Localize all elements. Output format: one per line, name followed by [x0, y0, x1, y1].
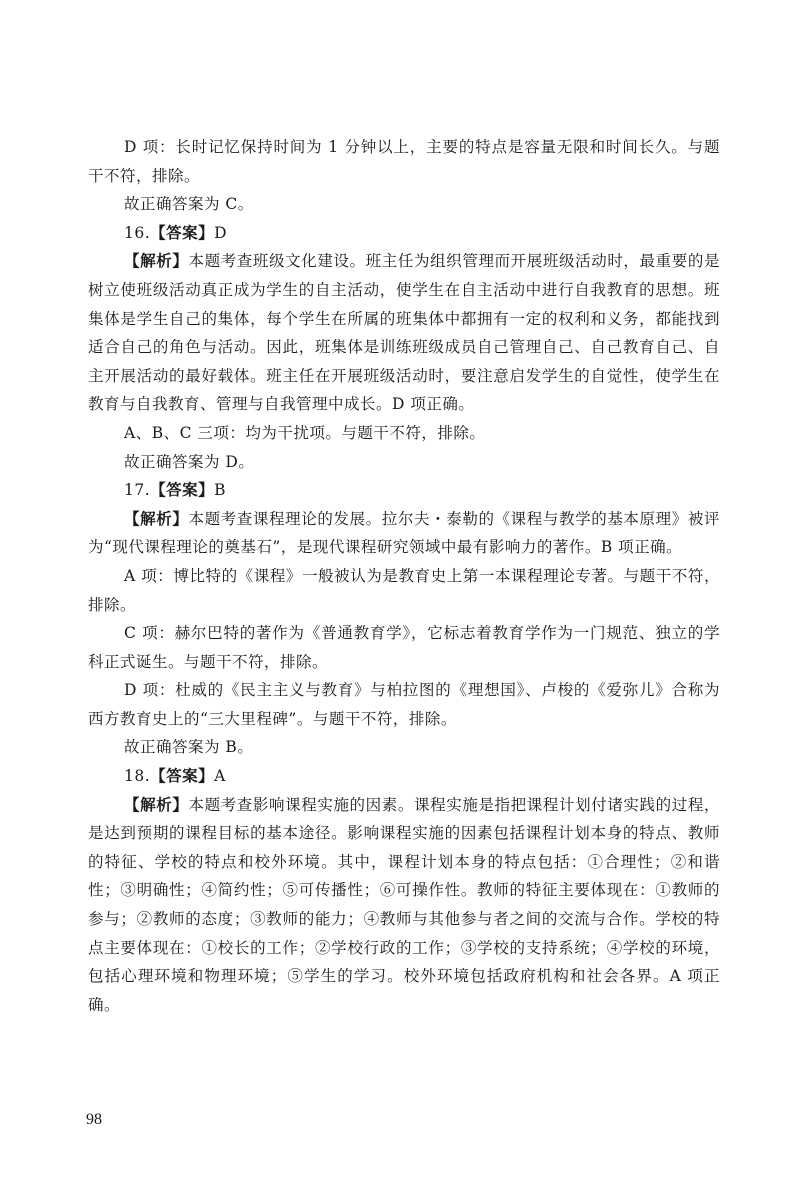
- paragraph-text: D 项：杜威的《民主主义与教育》与柏拉图的《理想国》、卢梭的《爱弥儿》合称为西方教育史上的“三大里程碑”。与题干不符，排除。: [88, 681, 720, 728]
- paragraph-text: A、B、C 三项：均为干扰项。与题干不符，排除。: [124, 423, 486, 442]
- paragraph-text: 故正确答案为 C。: [124, 195, 254, 214]
- paragraph: [88, 419, 720, 448]
- paragraph-text: 故正确答案为 D。: [124, 452, 255, 471]
- paragraph: [88, 562, 720, 619]
- paragraph-text: 本题考查班级文化建设。班主任为组织管理而开展班级活动时，最重要的是树立使班级活动真正成为学生的自主活动，使学生在自主活动中进行自我教育的思想。班集体是学生自己的集体，每个学生在所属的班集体中都拥有一定的权利和义务，都能找到适合自己的角色与活动。因此，班集体是训练班级成员自己管理自己、自己教育自己、自主开展活动的最好载体。班主任在开展班级活动时，要注意启发学生的自觉性，使学生在教育与自我教育、管理与自我管理中成长。D 项正确。: [88, 252, 720, 414]
- page-body: [88, 133, 720, 1019]
- paragraph-text: 本题考查影响课程实施的因素。课程实施是指把课程计划付诸实践的过程，是达到预期的课程目标的基本途径。影响课程实施的因素包括课程计划本身的特点、教师的特征、学校的特点和校外环境。其中，课程计划本身的特点包括：①合理性；②和谐性；③明确性；④简约性；⑤可传播性；⑥可操作性。教师的特征主要体现在：①教师的参与；②教师的态度；③教师的能力；④教师与其他参与者之间的交流与合作。学校的特点主要体现在：①校长的工作；②学校行政的工作；③学校的支持系统；④学校的环境，包括心理环境和物理环境；⑤学生的学习。校外环境包括政府机构和社会各界。A 项正确。: [88, 795, 720, 1014]
- paragraph: [88, 190, 720, 219]
- paragraph: [88, 448, 720, 477]
- paragraph: [88, 133, 720, 190]
- analysis-label: 【解析】: [124, 508, 189, 528]
- paragraph: [88, 247, 720, 419]
- answer-label: 【答案】: [150, 480, 215, 500]
- analysis-label: 【解析】: [124, 251, 189, 271]
- paragraph-text: 故正确答案为 B。: [124, 738, 254, 757]
- answer-heading: [88, 476, 720, 505]
- paragraph-text: 本题考查课程理论的发展。拉尔夫・泰勒的《课程与教学的基本原理》被评为“现代课程理论的奠基石”，是现代课程研究领域中最有影响力的著作。B 项正确。: [88, 509, 720, 557]
- paragraph-text: A 项：博比特的《课程》一般被认为是教育史上第一本课程理论专著。与题干不符，排除。: [88, 566, 720, 614]
- answer-label: 【答案】: [150, 222, 215, 242]
- paragraph: [88, 619, 720, 676]
- paragraph: [88, 505, 720, 562]
- paragraph: [88, 791, 720, 1020]
- answer-heading: [88, 762, 720, 791]
- paragraph: [88, 676, 720, 733]
- page-number: 98: [86, 1111, 102, 1128]
- paragraph: [88, 733, 720, 762]
- answer-label: 【答案】: [150, 766, 215, 786]
- question-number: 18.: [124, 767, 151, 786]
- question-number: 16.: [124, 223, 151, 242]
- answer-value: A: [214, 767, 226, 786]
- answer-value: B: [214, 481, 227, 500]
- paragraph-text: C 项：赫尔巴特的著作为《普通教育学》，它标志着教育学作为一门规范、独立的学科正式诞生。与题干不符，排除。: [88, 624, 720, 671]
- analysis-label: 【解析】: [124, 794, 189, 814]
- paragraph-text: D 项：长时记忆保持时间为 1 分钟以上，主要的特点是容量无限和时间长久。与题干不符，排除。: [88, 138, 720, 185]
- answer-heading: [88, 219, 720, 248]
- question-number: 17.: [124, 481, 151, 500]
- answer-value: D: [214, 223, 228, 242]
